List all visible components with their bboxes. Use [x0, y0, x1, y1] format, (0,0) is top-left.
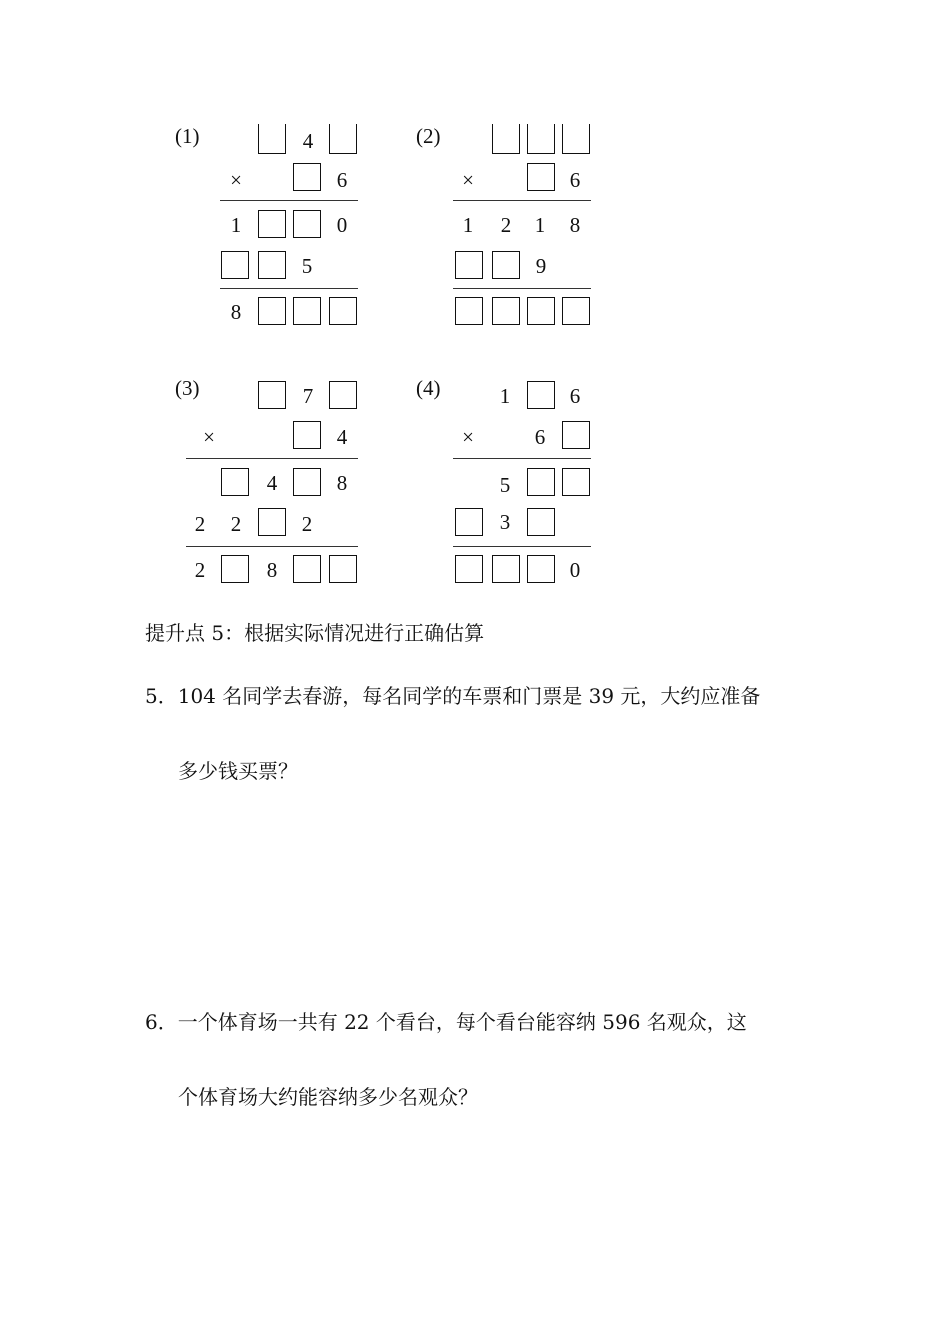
divider-line [453, 288, 591, 289]
question-5-line-1: 5．104 名同学去春游，每名同学的车票和门票是 39 元，大约应准备 [145, 684, 761, 708]
digit: 6 [336, 168, 348, 192]
digit: 4 [302, 129, 314, 153]
digit-box[interactable] [492, 251, 520, 279]
multiply-sign: × [462, 425, 474, 449]
divider-line [453, 546, 591, 547]
digit-box[interactable] [293, 555, 321, 583]
digit-box[interactable] [329, 297, 357, 325]
digit-box[interactable] [562, 468, 590, 496]
digit-box[interactable] [293, 421, 321, 449]
digit: 1 [534, 213, 546, 237]
digit: 8 [266, 558, 278, 582]
problem-2-label: (2) [416, 124, 441, 148]
question-6-line-1: 6．一个体育场一共有 22 个看台，每个看台能容纳 596 名观众，这 [145, 1010, 747, 1034]
digit-box[interactable] [293, 210, 321, 238]
digit-box[interactable] [527, 163, 555, 191]
divider-line [186, 546, 358, 547]
digit-box[interactable] [221, 468, 249, 496]
digit: 5 [499, 473, 511, 497]
digit: 1 [499, 384, 511, 408]
problem-1-label: (1) [175, 124, 200, 148]
multiply-sign: × [462, 168, 474, 192]
divider-line [220, 288, 358, 289]
digit-box[interactable] [527, 555, 555, 583]
digit: 7 [302, 384, 314, 408]
digit-box[interactable] [527, 508, 555, 536]
digit-box[interactable] [258, 210, 286, 238]
digit: 2 [194, 558, 206, 582]
divider-line [186, 458, 358, 459]
digit-box[interactable] [258, 381, 286, 409]
digit-box[interactable] [293, 163, 321, 191]
digit-box[interactable] [527, 468, 555, 496]
digit-box[interactable] [455, 297, 483, 325]
digit-box[interactable] [492, 124, 520, 154]
digit-box[interactable] [455, 508, 483, 536]
digit-box[interactable] [492, 297, 520, 325]
digit-box[interactable] [221, 555, 249, 583]
divider-line [453, 458, 591, 459]
digit: 6 [569, 384, 581, 408]
digit: 2 [500, 213, 512, 237]
digit: 3 [499, 510, 511, 534]
digit-box[interactable] [527, 124, 555, 154]
question-6-line-2: 个体育场大约能容纳多少名观众？ [178, 1085, 478, 1109]
digit: 0 [569, 558, 581, 582]
digit-box[interactable] [258, 508, 286, 536]
digit: 4 [266, 471, 278, 495]
digit: 8 [569, 213, 581, 237]
digit: 8 [336, 471, 348, 495]
digit: 0 [336, 213, 348, 237]
digit-box[interactable] [492, 555, 520, 583]
digit: 1 [230, 213, 242, 237]
digit-box[interactable] [562, 297, 590, 325]
divider-line [220, 200, 358, 201]
digit: 6 [569, 168, 581, 192]
digit-box[interactable] [562, 421, 590, 449]
digit: 9 [535, 254, 547, 278]
digit: 8 [230, 300, 242, 324]
section-heading: 提升点 5：根据实际情况进行正确估算 [145, 621, 485, 645]
digit-box[interactable] [329, 381, 357, 409]
digit-box[interactable] [293, 468, 321, 496]
divider-line [453, 200, 591, 201]
digit: 2 [301, 512, 313, 536]
multiply-sign: × [230, 168, 242, 192]
digit: 1 [462, 213, 474, 237]
digit-box[interactable] [329, 555, 357, 583]
multiply-sign: × [203, 425, 215, 449]
digit: 4 [336, 425, 348, 449]
digit: 5 [301, 254, 313, 278]
digit: 2 [230, 512, 242, 536]
digit: 6 [534, 425, 546, 449]
problem-3-label: (3) [175, 376, 200, 400]
digit-box[interactable] [329, 124, 357, 154]
digit-box[interactable] [455, 251, 483, 279]
digit-box[interactable] [455, 555, 483, 583]
digit-box[interactable] [527, 381, 555, 409]
digit-box[interactable] [527, 297, 555, 325]
digit-box[interactable] [258, 251, 286, 279]
digit-box[interactable] [562, 124, 590, 154]
digit-box[interactable] [293, 297, 321, 325]
problem-4-label: (4) [416, 376, 441, 400]
question-5-line-2: 多少钱买票？ [178, 759, 298, 783]
digit-box[interactable] [258, 297, 286, 325]
digit: 2 [194, 512, 206, 536]
digit-box[interactable] [258, 124, 286, 154]
digit-box[interactable] [221, 251, 249, 279]
